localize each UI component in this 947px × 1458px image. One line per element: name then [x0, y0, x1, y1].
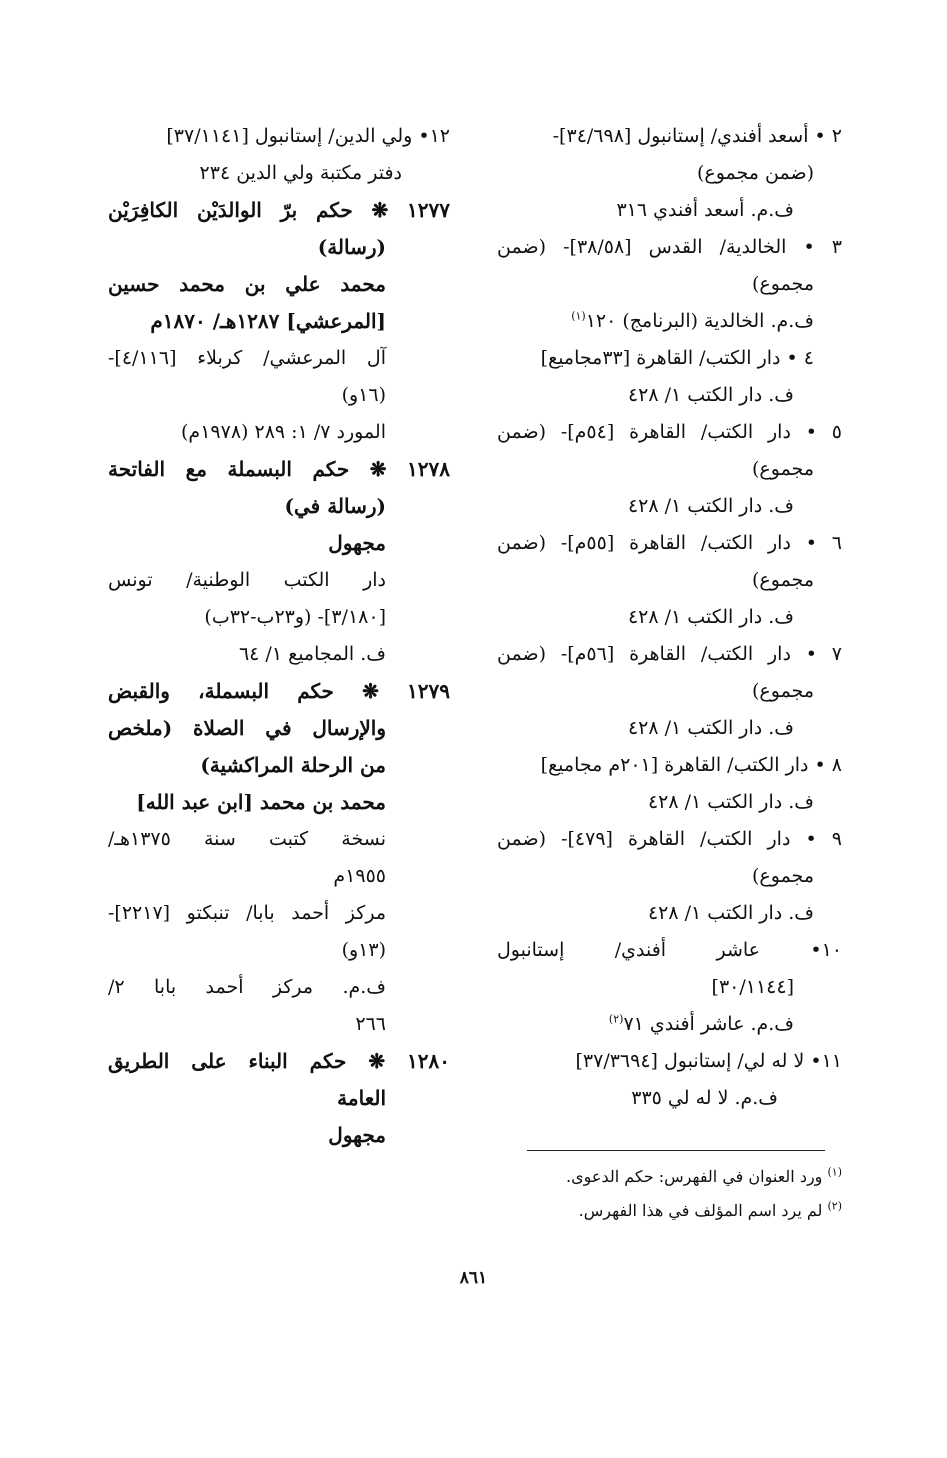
left-column-line-text: مجهول [328, 1123, 386, 1147]
left-column-line [108, 747, 450, 784]
right-column-line [497, 1043, 842, 1080]
right-column-line [497, 340, 842, 377]
left-column-line-text: مجهول [328, 531, 386, 555]
left-column-line-text: (رسالة) [317, 235, 386, 259]
right-column-line-text: ف.م. الخالدية (البرنامج) ١٢٠ [585, 310, 814, 332]
left-column-line [108, 377, 450, 414]
left-column-line [108, 710, 450, 747]
left-column-line-text: ١٢٧٨ ❋ حكم البسملة مع الفاتحة [108, 457, 450, 481]
right-column-line-text: ف. دار الكتب ١/ ٤٢٨ [627, 495, 794, 517]
left-column-line [108, 266, 450, 303]
left-column-line [108, 192, 450, 229]
left-column-line [108, 1080, 450, 1117]
right-column-line-text: مجموع) [752, 569, 814, 591]
right-column-line-text: ف. دار الكتب ١/ ٤٢٨ [627, 384, 794, 406]
right-column-line [497, 414, 842, 451]
right-column-line-text: ف. دار الكتب ١/ ٤٢٨ [627, 606, 794, 628]
left-column-line [108, 155, 450, 192]
left-column-line [108, 858, 450, 895]
footnote-reference: (٢) [608, 1012, 624, 1026]
right-column-line-text: ٢ • أسعد أفندي/ إستانبول [٣٤/٦٩٨]- [552, 125, 842, 147]
right-column-line [497, 932, 842, 969]
footnote-text: ورد العنوان في الفهرس: حكم الدعوى. [566, 1167, 823, 1186]
right-column-line-text: ف.م. لا له لي ٣٣٥ [631, 1087, 778, 1109]
left-column-line [108, 1006, 450, 1043]
left-column-line-text: (رسالة في) [284, 494, 386, 518]
right-column-line [497, 821, 842, 858]
right-column-line [497, 562, 842, 599]
right-column-line-text: ف.م. عاشر أفندي ٧١ [623, 1013, 794, 1035]
left-column-line-text: نسخة كتبت سنة ١٣٧٥هـ/ [108, 828, 386, 850]
left-column-line-text: [المرعشي] ١٢٨٧هـ/ ١٨٧٠م [150, 309, 386, 333]
right-column-line [497, 525, 842, 562]
right-column-line [497, 192, 842, 229]
left-column-line [108, 895, 450, 932]
page-number: ٨٦١ [459, 1268, 488, 1288]
footnote-rule [527, 1150, 825, 1151]
left-column-line-text: دار الكتب الوطنية/ تونس [108, 569, 386, 591]
footnote-mark: (٢) [827, 1199, 842, 1213]
left-column-line-text: والإرسال في الصلاة (ملخص [108, 716, 386, 740]
right-column-line-text: ٨ • دار الكتب/ القاهرة [٢٠١م مجاميع] [540, 754, 842, 776]
left-column-line [108, 303, 450, 340]
left-column-line [108, 118, 450, 155]
right-column-line-text: ف. دار الكتب ١/ ٤٢٨ [647, 791, 814, 813]
footnote-text: لم يرد اسم المؤلف في هذا الفهرس. [578, 1201, 823, 1220]
left-column-line-text: ف. المجاميع ١/ ٦٤ [238, 643, 386, 665]
left-column-line [108, 340, 450, 377]
left-column-line [108, 562, 450, 599]
left-column-line [108, 1117, 450, 1154]
footnote-reference: (١) [571, 309, 586, 323]
left-column-line [108, 636, 450, 673]
right-column-line-text: مجموع) [752, 680, 814, 702]
right-column-line [497, 895, 842, 932]
left-column-line-text: آل المرعشي/ كربلاء [٤/١١٦]- [108, 347, 386, 369]
right-column-line [497, 599, 842, 636]
left-column-line-text: ١٩٥٥م [333, 865, 386, 887]
left-column-line-text: ١٢٧٩ ❋ حكم البسملة، والقبض [108, 679, 450, 703]
right-column-line-text: مجموع) [752, 273, 814, 295]
left-column-line [108, 451, 450, 488]
left-column-line [108, 969, 450, 1006]
footnote [497, 1160, 842, 1194]
right-column-line-text: ٤ • دار الكتب/ القاهرة [٣٣مجاميع] [540, 347, 814, 369]
left-column-line-text: ١٢• ولي الدين/ إستانبول [٣٧/١١٤١] [166, 125, 450, 147]
right-column-line [497, 858, 842, 895]
right-column-line-text: ف.م. أسعد أفندي ٣١٦ [616, 199, 794, 221]
right-column-line [497, 118, 842, 155]
left-column-line [108, 932, 450, 969]
left-column-line [108, 414, 450, 451]
left-column-line-text: ١٢٨٠ ❋ حكم البناء على الطريق [108, 1049, 450, 1073]
right-column-line [497, 1080, 842, 1117]
left-column-line-text: دفتر مكتبة ولي الدين ٢٣٤ [199, 162, 402, 184]
left-column [108, 118, 450, 1154]
left-column-line-text: (١٣و) [341, 939, 386, 961]
footnote [497, 1194, 842, 1228]
right-column-line-text: ف. دار الكتب ١/ ٤٢٨ [627, 717, 794, 739]
left-column-line-text: من الرحلة المراكشية) [200, 753, 386, 777]
right-column-line [497, 1006, 842, 1043]
right-column-line-text: ١١• لا له لي/ إستانبول [٣٧/٣٦٩٤] [575, 1050, 842, 1072]
left-column-line [108, 821, 450, 858]
right-column-line-text: مجموع) [752, 458, 814, 480]
left-column-line [108, 784, 450, 821]
right-column-line-text: ف. دار الكتب ١/ ٤٢٨ [647, 902, 814, 924]
left-column-line-text: (١٦و) [341, 384, 386, 406]
right-column-line [497, 784, 842, 821]
right-column-line [497, 377, 842, 414]
left-column-line-text: المورد ٧/ ١: ٢٨٩ (١٩٧٨م) [181, 421, 386, 443]
right-column-line-text: مجموع) [752, 865, 814, 887]
right-column-line [497, 673, 842, 710]
right-column-line [497, 636, 842, 673]
right-column-line [497, 266, 842, 303]
right-column-line-text: ٥ • دار الكتب/ القاهرة [٥٤م]- (ضمن [497, 421, 842, 443]
right-column-line [497, 710, 842, 747]
right-column-line-text: ٧ • دار الكتب/ القاهرة [٥٦م]- (ضمن [497, 643, 842, 665]
left-column-line-text: ٢٦٦ [355, 1013, 386, 1035]
right-column-line-text: ١٠• عاشر أفندي/ إستانبول [497, 939, 842, 961]
right-column-line [497, 488, 842, 525]
left-column-line-text: ١٢٧٧ ❋ حكم برّ الوالدَيْن الكافِرَيْن [108, 198, 450, 222]
left-column-line-text: ف.م. مركز أحمد بابا ٢/ [108, 976, 386, 998]
right-column-line-text: ٣ • الخالدية/ القدس [٣٨/٥٨]- (ضمن [497, 236, 842, 258]
left-column-line-text: مركز أحمد بابا/ تنبكتو [٢٢١٧]- [108, 902, 386, 924]
left-column-line [108, 525, 450, 562]
left-column-line-text: محمد علي بن محمد حسين [108, 272, 386, 296]
left-column-line [108, 1043, 450, 1080]
left-column-line-text: العامة [337, 1086, 386, 1110]
right-column-line [497, 155, 842, 192]
left-column-line [108, 599, 450, 636]
right-column-line [497, 303, 842, 340]
left-column-line-text: [٣/١٨٠]- (و٢٣ب-٣٢ب) [204, 606, 386, 628]
right-column-line [497, 969, 842, 1006]
right-column-line [497, 451, 842, 488]
left-column-line [108, 488, 450, 525]
footnote-mark: (١) [827, 1165, 842, 1179]
right-column-line-text: ٩ • دار الكتب/ القاهرة [٤٧٩]- (ضمن [497, 828, 842, 850]
right-column-line-text: ٦ • دار الكتب/ القاهرة [٥٥م]- (ضمن [497, 532, 842, 554]
left-column-line-text: محمد بن محمد [ابن عبد الله] [136, 790, 386, 814]
right-column-line-text: [٣٠/١١٤٤] [711, 976, 794, 998]
footnotes [497, 1160, 842, 1228]
right-column [497, 118, 842, 1117]
right-column-line-text: (ضمن مجموع) [696, 162, 814, 184]
right-column-line [497, 229, 842, 266]
left-column-line [108, 229, 450, 266]
left-column-line [108, 673, 450, 710]
right-column-line [497, 747, 842, 784]
